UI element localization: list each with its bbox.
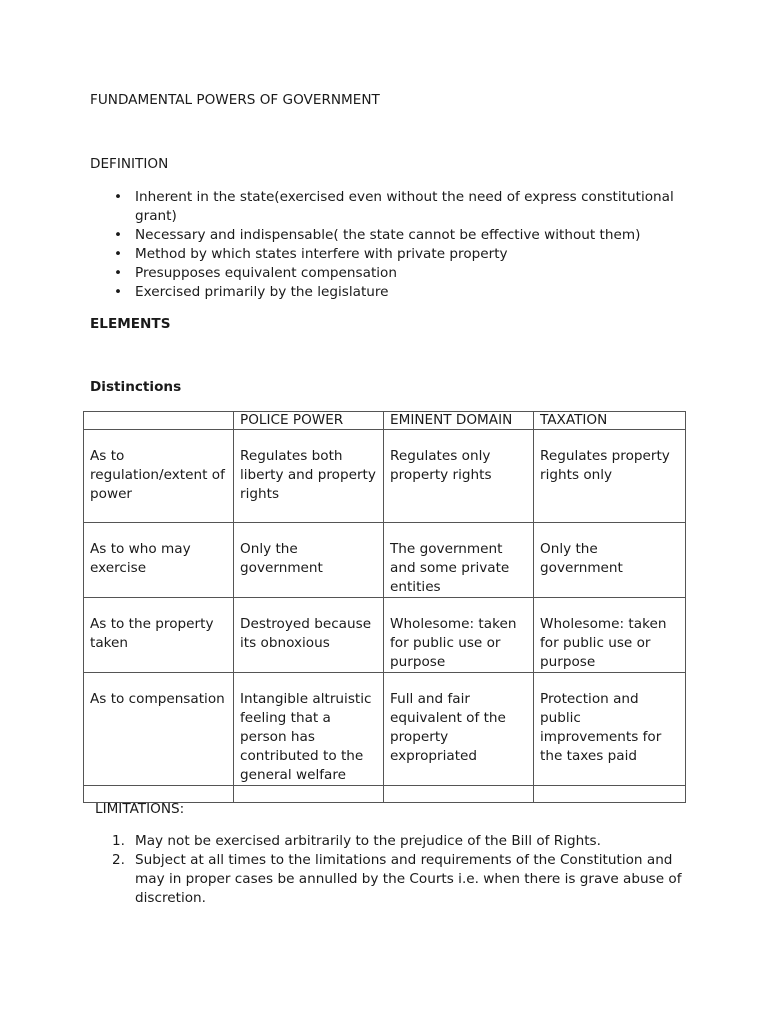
table-cell <box>534 786 686 803</box>
list-item <box>90 226 690 245</box>
table-cell: Only the government <box>534 523 686 598</box>
table-header-cell: TAXATION <box>534 412 686 430</box>
table-header-row <box>84 412 686 430</box>
table-cell: Destroyed because its obnoxious <box>234 598 384 673</box>
list-item-text: Method by which states interfere with private property <box>135 246 508 262</box>
list-item <box>90 188 690 226</box>
table-row <box>84 430 686 523</box>
table-row <box>84 673 686 786</box>
table-cell: As to the property taken <box>84 598 234 673</box>
list-item-text: Presupposes equivalent compensation <box>135 265 397 281</box>
table-cell: Full and fair equivalent of the property expropriated <box>384 673 534 786</box>
table-cell <box>384 786 534 803</box>
list-item <box>90 245 690 264</box>
list-item-text: May not be exercised arbitrarily to the prejudice of the Bill of Rights. <box>135 833 601 849</box>
table-row <box>84 598 686 673</box>
list-item <box>90 851 690 908</box>
bullet-icon: • <box>114 284 123 300</box>
bullet-icon: • <box>114 246 123 262</box>
list-item-text: Inherent in the state(exercised even without the need of express constitutional grant) <box>135 189 674 224</box>
table-cell: Only the government <box>234 523 384 598</box>
table-header-cell: EMINENT DOMAIN <box>384 412 534 430</box>
table-cell: As to regulation/extent of power <box>84 430 234 523</box>
table-cell: The government and some private entities <box>384 523 534 598</box>
table-cell: As to compensation <box>84 673 234 786</box>
table-cell: Intangible altruistic feeling that a person has contributed to the general welfare <box>234 673 384 786</box>
table-header-cell: POLICE POWER <box>234 412 384 430</box>
table-header-cell <box>84 412 234 430</box>
definition-list <box>90 188 690 302</box>
table-cell <box>234 786 384 803</box>
list-item <box>90 283 690 302</box>
table-cell: Wholesome: taken for public use or purpose <box>534 598 686 673</box>
page-title: FUNDAMENTAL POWERS OF GOVERNMENT <box>90 92 380 108</box>
list-item-text: Subject at all times to the limitations and requirements of the Constitution and may in proper cases be annulled by the Courts i.e. when there is grave abuse of discretion. <box>135 852 682 906</box>
limitations-heading: LIMITATIONS: <box>95 801 185 817</box>
table-row <box>84 523 686 598</box>
table-cell: As to who may exercise <box>84 523 234 598</box>
list-item <box>90 832 690 851</box>
elements-heading: ELEMENTS <box>90 316 171 332</box>
list-number: 2. <box>112 852 125 868</box>
table-cell: Wholesome: taken for public use or purpose <box>384 598 534 673</box>
bullet-icon: • <box>114 227 123 243</box>
distinctions-heading: Distinctions <box>90 379 182 395</box>
table-cell: Protection and public improvements for the taxes paid <box>534 673 686 786</box>
list-number: 1. <box>112 833 125 849</box>
bullet-icon: • <box>114 265 123 281</box>
definition-heading: DEFINITION <box>90 156 169 172</box>
list-item-text: Exercised primarily by the legislature <box>135 284 389 300</box>
distinctions-table <box>83 411 686 803</box>
list-item <box>90 264 690 283</box>
limitations-list <box>90 832 690 908</box>
table-cell: Regulates property rights only <box>534 430 686 523</box>
table-cell: Regulates only property rights <box>384 430 534 523</box>
table-cell: Regulates both liberty and property rights <box>234 430 384 523</box>
bullet-icon: • <box>114 189 123 205</box>
list-item-text: Necessary and indispensable( the state cannot be effective without them) <box>135 227 641 243</box>
